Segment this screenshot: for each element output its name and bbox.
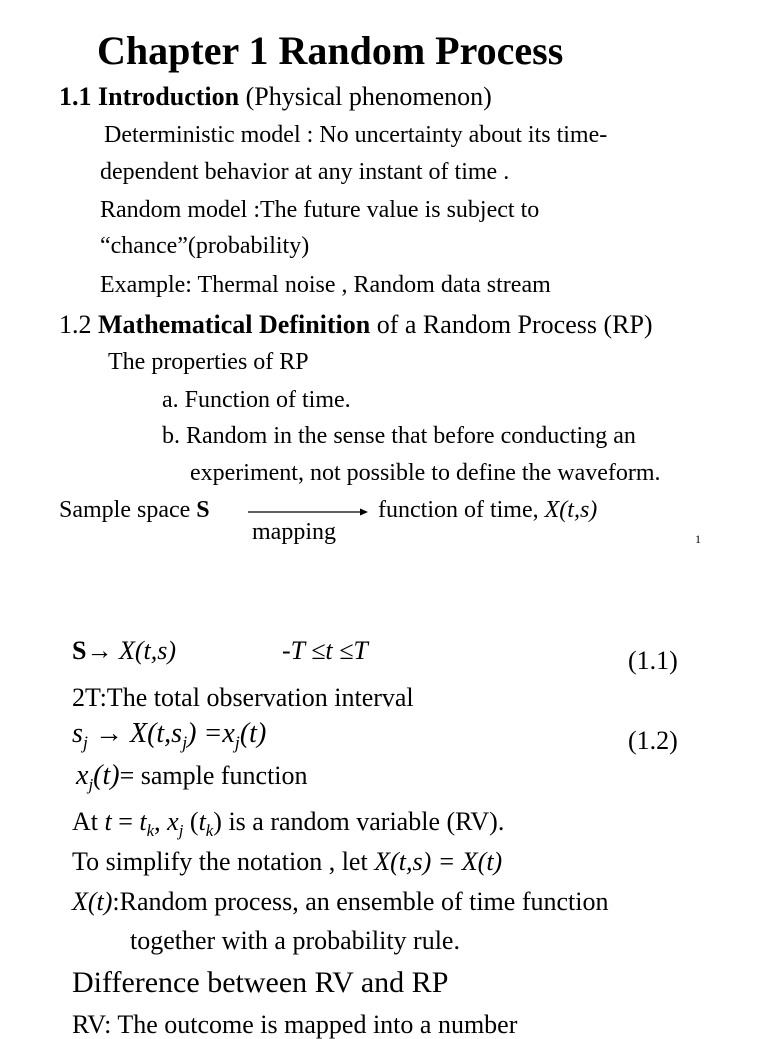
eq2-expr-sub: j [182,732,188,753]
eq2-left: s [72,718,83,749]
random-process-line-1 [72,889,608,915]
rv-comma: , [154,807,168,836]
eq2-rhs-sub: j [234,732,240,753]
rv-close: ) is a random variable (RV). [213,807,505,836]
sample-space-symbol: S [196,497,210,523]
property-b-line-1: b. Random in the sense that before conducting an [162,423,636,449]
rv-x: x [167,807,179,836]
eq2-rhs-end: (t) [239,718,267,749]
random-process-line-2: together with a probability rule. [130,926,460,955]
page-number: 1 [695,532,701,546]
simplify-text: To simplify the notation , let [72,847,375,876]
sf-text: = sample function [119,761,308,790]
eq2-arrow: → [94,718,123,749]
rv-open: ( [183,807,199,836]
equation-1-1 [72,638,176,664]
eq2-left-sub: j [82,732,88,753]
eq1-left: S [72,636,87,665]
simplify-expr: X(t,s) = X(t) [374,847,503,876]
mapping-left [59,498,210,522]
section-1-2-heading [59,312,653,338]
mapping-right-expr: X(t,s) [544,497,598,523]
section-title: Mathematical Definition [98,310,371,339]
eq1-range: -T ≤t ≤T [282,636,368,665]
random-model-line-2: “chance”(probability) [100,233,310,259]
eq1-number: (1.1) [628,646,678,675]
random-variable-line [72,807,505,840]
eq1-expr: X(t,s) [118,636,177,665]
section-subtitle: of a Random Process (RP) [376,310,653,339]
mapping-arrow-icon [248,505,368,519]
section-title: Introduction [98,82,240,111]
interval-line: 2T:The total observation interval [72,683,414,712]
rp-expr: X(t) [72,887,113,916]
mapping-right-text: function of time, [378,497,545,523]
section-subtitle: (Physical phenomenon) [245,82,492,111]
slide-title: Chapter 1 Random Process [97,28,564,73]
rv-t: t [104,807,112,836]
eq2-expr: X(t,s [129,718,183,749]
random-model-line-1: Random model :The future value is subject to [100,197,540,223]
mapping-left-text: Sample space [59,497,197,523]
difference-heading: Difference between RV and RP [72,966,449,999]
rv-eq: = [111,807,140,836]
property-b-line-2: experiment, not possible to define the waveform. [190,460,661,486]
sf-arg: (t) [93,760,120,791]
sf-var: x [76,760,89,791]
section-number: 1.2 [59,310,92,339]
rv-tk2: t [198,807,206,836]
rv-k: k [146,820,155,840]
rv-j: j [178,820,184,840]
sf-sub: j [88,774,94,794]
eq2-number: (1.2) [628,726,678,755]
rv-k2: k [205,820,214,840]
mapping-label: mapping [252,519,336,545]
rv-tk: t [139,807,147,836]
sample-function-line [76,760,308,794]
equation-1-2 [72,718,267,753]
eq2-expr-end: ) =x [187,718,235,749]
rp-text: :Random process, an ensemble of time function [112,887,609,916]
deterministic-model-line-1: Deterministic model : No uncertainty about its time- [104,122,608,148]
section-number: 1.1 [59,82,92,111]
section-1-1-heading [59,84,492,110]
property-a: a. Function of time. [162,387,351,413]
deterministic-model-line-2: dependent behavior at any instant of time . [100,159,510,185]
simplify-line [72,849,502,875]
rv-definition-cut-line: RV: The outcome is mapped into a number [72,1010,518,1039]
example-line: Example: Thermal noise , Random data stream [100,272,551,298]
properties-heading: The properties of RP [108,349,309,375]
rv-at: At [72,807,105,836]
mapping-right [378,498,597,522]
eq1-arrow: → [86,636,113,665]
